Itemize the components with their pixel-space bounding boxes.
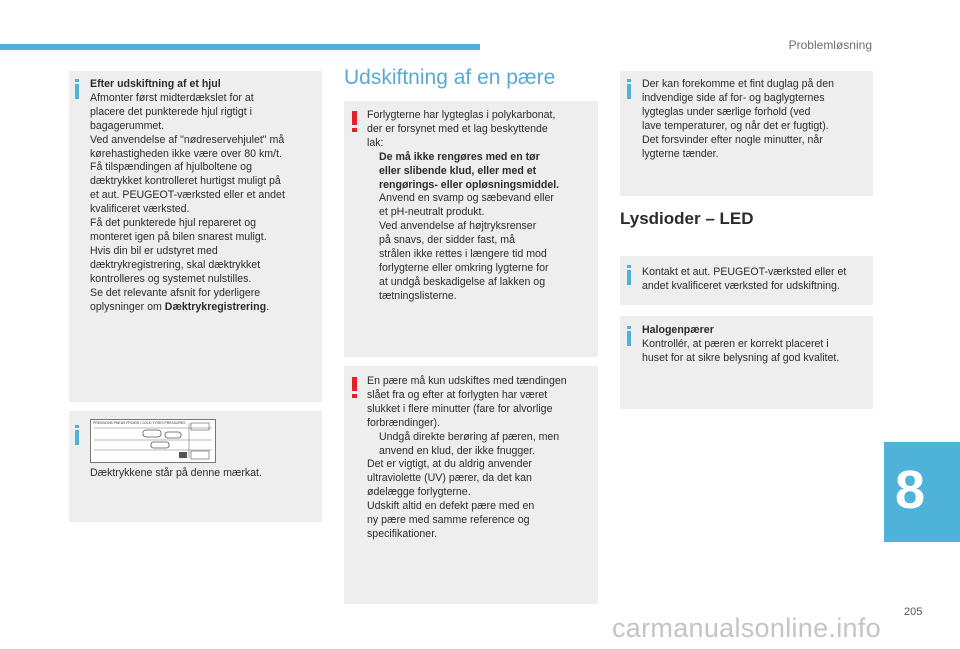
bulb-safety-text (367, 375, 595, 542)
text-line: Få det punkterede hjul repareret og (90, 217, 257, 230)
headlamp-glass-text (367, 109, 595, 304)
text-line: der er forsynet med et lag beskyttende (367, 122, 548, 135)
bullet-line: strålen ikke rettes i længere tid mod (379, 248, 547, 261)
halogen-text (642, 324, 870, 366)
text-line: Se det relevante afsnit for yderligere (90, 286, 261, 299)
wheel-change-last-line: oplysninger om Dæktrykregistrering. (90, 300, 270, 313)
text-line: lave temperaturer, og når det er fugtigt). (642, 119, 829, 132)
text-line: andet kvalificeret værksted for udskiftning. (642, 279, 840, 292)
text-line: et aut. PEUGEOT-værksted eller et andet (90, 189, 285, 202)
text-line: monteret igen på bilen snarest muligt. (90, 230, 267, 243)
bulb-change-heading: Udskiftning af en pære (344, 66, 556, 89)
text-line: forbrændinger). (367, 416, 441, 429)
bullet-line: Anvend en svamp og sæbevand eller (379, 192, 554, 205)
text-line: Der kan forekomme et fint duglag på den (642, 78, 834, 90)
bullet-line: anvend en klud, der ikke fnugger. (379, 444, 536, 457)
condensation-text (642, 78, 870, 161)
text-line: Udskift altid en defekt pære med en (367, 500, 535, 513)
led-heading: Lysdioder – LED (620, 209, 754, 228)
bullet-line: tætningslisterne. (379, 289, 457, 302)
wheel-change-lines (90, 92, 318, 301)
bullet-line: Undgå direkte berøring af pæren, men (379, 430, 560, 443)
bullet-item (367, 220, 595, 303)
led-text (642, 266, 870, 294)
bullet-line: på snavs, der sidder fast, må (379, 234, 516, 247)
text-line: indvendige side af for- og baglygternes (642, 91, 825, 104)
tyre-pressure-label-image (90, 419, 216, 463)
text-line: Forlygterne har lygteglas i polykarbonat, (367, 109, 556, 121)
text-line: ny pære med samme reference og (367, 514, 530, 527)
text-line: Det er vigtigt, at du aldrig anvender (367, 458, 532, 471)
text-line: kørehastigheden ikke være over 80 km/t. (90, 147, 282, 160)
bullet-item (367, 151, 595, 193)
tyre-label-drawing (91, 420, 215, 462)
text-line: kontrolleres og systemet nulstilles. (90, 272, 252, 285)
text-line: lygteglas under særlige forhold (ved (642, 105, 811, 118)
bullet-line: forlygterne eller omkring lygterne for (379, 261, 549, 274)
bullet-line: De må ikke rengøres med en tør (379, 150, 540, 163)
text-line: ultraviolette (UV) pærer, da det kan (367, 472, 532, 485)
text-line: Ved anvendelse af "nødreservehjulet" må (90, 133, 285, 146)
text-line: huset for at sikre belysning af god kvalitet. (642, 351, 840, 364)
bullet-item (367, 431, 595, 459)
text-line: kvalificeret værksted. (90, 203, 190, 216)
text-line: ødelægge forlygterne. (367, 486, 471, 499)
watermark: carmanualsonline.info (612, 613, 881, 643)
tyre-label-caption: Dæktrykkene står på denne mærkat. (90, 467, 262, 479)
chapter-number: 8 (895, 460, 926, 520)
bullet-line: eller slibende klud, eller med et (379, 164, 537, 177)
section-title: Problemløsning (788, 38, 872, 52)
text-line: dæktrykket kontrolleret hurtigst muligt på (90, 175, 281, 188)
halogen-lines (642, 338, 870, 366)
text-line: En pære må kun udskiftes med tændingen (367, 375, 567, 387)
text-line: bagagerummet. (90, 119, 165, 132)
header-accent-bar (0, 44, 480, 50)
wheel-change-title: Efter udskiftning af et hjul (90, 78, 221, 90)
text-line: lak: (367, 136, 384, 149)
text-line: slået fra og efter at forlygten har været (367, 388, 548, 401)
bullet-item (367, 192, 595, 220)
bullet-line: at undgå beskadigelse af lakken og (379, 275, 546, 288)
page-number: 205 (904, 606, 923, 618)
text-line: Hvis din bil er udstyret med (90, 244, 218, 257)
halogen-title: Halogenpærer (642, 324, 714, 336)
bullet-line: rengørings- eller opløsningsmiddel. (379, 178, 560, 191)
bullet-line: et pH-neutralt produkt. (379, 206, 485, 219)
text-line: Afmonter først midterdækslet for at (90, 91, 254, 104)
tyre-label-header: PRESSIONS PNEUS FROIDS / COLD TYRES PRESSURES (93, 421, 186, 425)
bullet-line: Ved anvendelse af højtryksrenser (379, 220, 537, 233)
text-line: specifikationer. (367, 527, 438, 540)
text-line: placere det punkterede hjul rigtigt i (90, 105, 252, 118)
text-line: slukket i flere minutter (fare for alvorlige (367, 402, 553, 415)
text-line: Kontakt et aut. PEUGEOT-værksted eller et (642, 266, 847, 278)
text-line: Kontrollér, at pæren er korrekt placeret i (642, 337, 829, 350)
text-line: Det forsvinder efter nogle minutter, når (642, 133, 823, 146)
text-line: lygterne tænder. (642, 147, 719, 160)
text-line: Få tilspændingen af hjulboltene og (90, 161, 252, 174)
text-line: dæktrykregistrering, skal dæktrykket (90, 258, 261, 271)
wheel-change-text (90, 78, 318, 314)
